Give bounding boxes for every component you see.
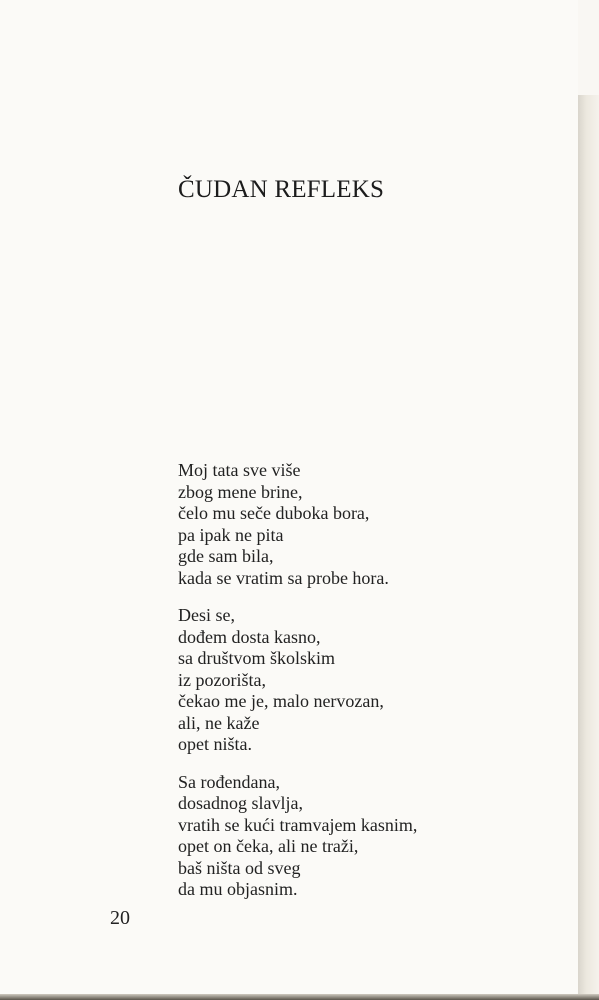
poem-line: pa ipak ne pita bbox=[178, 524, 284, 545]
poem-line: baš ništa od sveg bbox=[178, 857, 301, 878]
stanza-3 bbox=[178, 772, 417, 901]
poem-title: ČUDAN REFLEKS bbox=[178, 176, 385, 203]
poem-line: čelo mu seče duboka bora, bbox=[178, 503, 370, 523]
stanza-2 bbox=[178, 605, 417, 756]
poem-line: čekao me je, malo nervozan, bbox=[178, 691, 384, 711]
poem-line: dođem dosta kasno, bbox=[178, 626, 321, 647]
stanza-1 bbox=[178, 460, 417, 589]
poem-line: Desi se, bbox=[178, 605, 235, 625]
poem-line: Moj tata sve više bbox=[178, 460, 301, 480]
poem-line: vratih se kući tramvajem kasnim, bbox=[178, 814, 418, 835]
poem-line: opet on čeka, ali ne traži, bbox=[178, 836, 359, 856]
page-edge-shadow bbox=[578, 0, 599, 1000]
poem-body bbox=[178, 460, 417, 917]
page-bottom-edge bbox=[0, 994, 599, 1000]
page-number: 20 bbox=[110, 907, 130, 929]
poem-line: ali, ne kaže bbox=[178, 712, 260, 733]
poem-line: dosadnog slavlja, bbox=[178, 793, 303, 813]
page-edge-top bbox=[578, 0, 599, 95]
poem-line: gde sam bila, bbox=[178, 546, 274, 566]
poem-line: Sa rođendana, bbox=[178, 771, 280, 792]
poem-line: zbog mene brine, bbox=[178, 481, 303, 502]
poem-line: sa društvom školskim bbox=[178, 648, 336, 668]
poem-line: opet ništa. bbox=[178, 734, 252, 754]
poem-line: iz pozorišta, bbox=[178, 669, 266, 690]
poem-line: da mu objasnim. bbox=[178, 879, 298, 899]
poem-line: kada se vratim sa probe hora. bbox=[178, 567, 389, 588]
